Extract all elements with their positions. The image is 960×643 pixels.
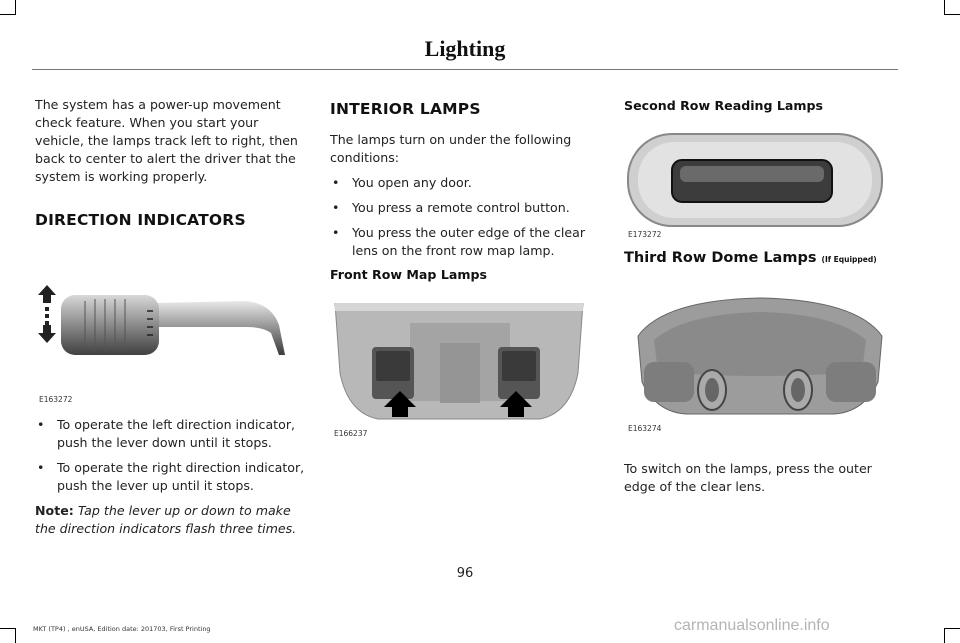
- note-text: Tap the lever up or down to make the direction indicators flash three times.: [35, 503, 297, 536]
- subheading-front-row-map-lamps: Front Row Map Lamps: [330, 267, 487, 282]
- watermark: carmanualsonline.info: [674, 617, 830, 634]
- map-lamps-illustration: [330, 303, 588, 421]
- intro-paragraph: The system has a power-up movement check feature. When you start your vehicle, the lamps track left to right, then back to center to alert the driver that the system is working properly.: [35, 97, 298, 184]
- figure-dome-lamp: [624, 296, 899, 452]
- direction-indicator-list: [35, 416, 307, 495]
- list-item: • You press a remote control button.: [330, 199, 588, 217]
- reading-lamp-illustration: [624, 130, 896, 228]
- dome-lamp-illustration: [624, 296, 896, 418]
- subheading-second-row-reading-lamps: Second Row Reading Lamps: [624, 98, 824, 113]
- crop-mark: [0, 628, 16, 629]
- note: [35, 502, 307, 538]
- column-left: [35, 96, 307, 538]
- note-label: Note:: [35, 503, 74, 518]
- figure-code: E163272: [39, 395, 73, 404]
- direction-lever-illustration: [35, 285, 307, 390]
- crop-mark: [944, 14, 960, 15]
- list-item: • To operate the left direction indicator, push the lever down until it stops.: [35, 416, 307, 452]
- crop-mark: [944, 628, 960, 629]
- crop-mark: [944, 628, 945, 643]
- subheading-third-row-dome-lamps: [624, 250, 899, 266]
- dome-lamp-instruction: To switch on the lamps, press the outer edge of the clear lens.: [624, 461, 872, 494]
- header-divider: [32, 69, 898, 70]
- figure-direction-lever: [35, 285, 307, 413]
- section-heading-direction-indicators: DIRECTION INDICATORS: [35, 211, 246, 229]
- subheading-text: Third Row Dome Lamps: [624, 250, 817, 266]
- list-item: • You open any door.: [330, 174, 588, 192]
- column-right: [624, 96, 899, 496]
- footer-edition: MKT (TP4) , enUSA, Edition date: 201703, First Printing: [33, 625, 211, 633]
- figure-reading-lamp: [624, 130, 899, 244]
- figure-code: E163274: [628, 424, 662, 433]
- crop-mark: [15, 628, 16, 643]
- crop-mark: [0, 14, 16, 15]
- page-number: 96: [456, 566, 474, 581]
- figure-code: E173272: [628, 230, 662, 239]
- section-heading-interior-lamps: INTERIOR LAMPS: [330, 100, 481, 118]
- list-item: • To operate the right direction indicator, push the lever up until it stops.: [35, 459, 307, 495]
- list-item: • You press the outer edge of the clear lens on the front row map lamp.: [330, 224, 588, 260]
- figure-map-lamps: [330, 303, 588, 453]
- page-title: Lighting: [424, 36, 506, 61]
- crop-mark: [15, 0, 16, 15]
- figure-code: E166237: [334, 429, 368, 438]
- column-middle: [330, 96, 588, 453]
- interior-conditions-list: [330, 174, 588, 260]
- if-equipped-note: (If Equipped): [821, 255, 877, 264]
- crop-mark: [944, 0, 945, 15]
- interior-intro: The lamps turn on under the following conditions:: [330, 132, 572, 165]
